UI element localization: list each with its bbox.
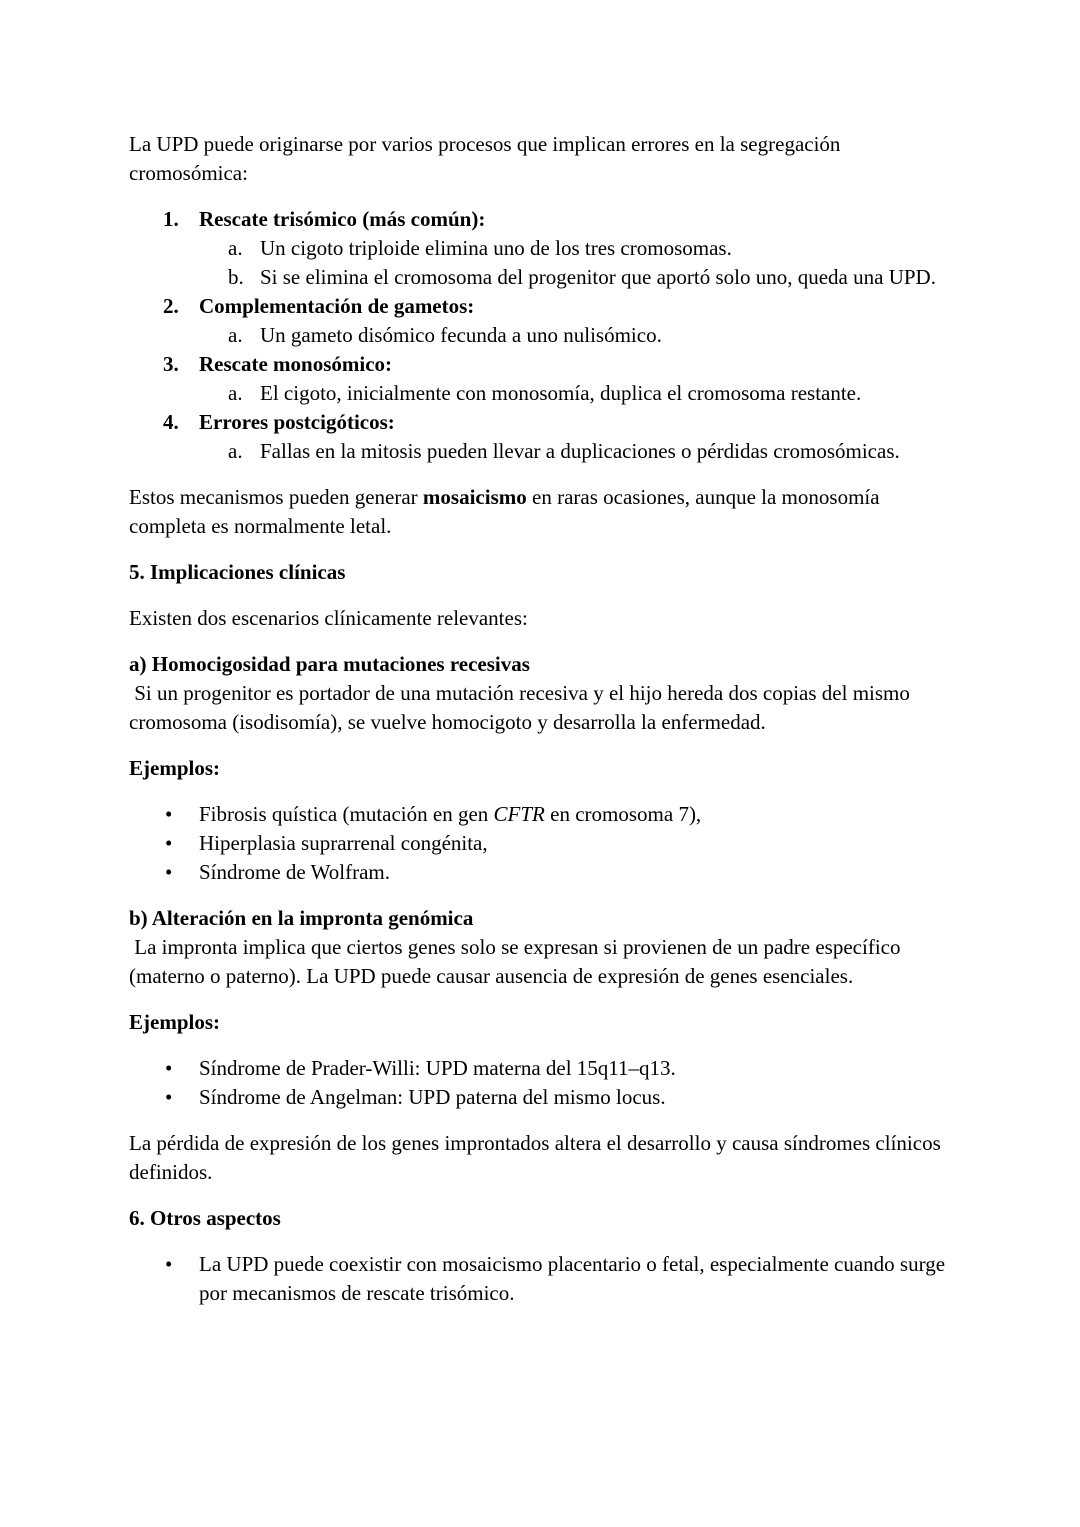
list-item-body bbox=[199, 408, 952, 466]
sub-list-letter: a. bbox=[228, 439, 243, 463]
section-6-list bbox=[165, 1250, 952, 1308]
closing-paragraph: La pérdida de expresión de los genes improntados altera el desarrollo y causa síndromes clínicos definidos. bbox=[129, 1131, 941, 1184]
sub-list-letter: a. bbox=[228, 236, 243, 260]
section-6-heading: 6. Otros aspectos bbox=[129, 1206, 281, 1230]
examples-heading-b: Ejemplos: bbox=[129, 1010, 220, 1034]
text-run: Fibrosis quística (mutación en gen bbox=[199, 802, 494, 826]
mechanisms-list bbox=[163, 205, 952, 466]
list-item-body bbox=[199, 292, 952, 350]
sub-list-text: Un gameto disómico fecunda a uno nulisómico. bbox=[260, 323, 662, 347]
text-run: Hiperplasia suprarrenal congénita, bbox=[199, 831, 488, 855]
list-item-title: Errores postcigóticos: bbox=[199, 410, 395, 434]
bullet-icon: • bbox=[165, 1085, 173, 1109]
subsection-a-body: Si un progenitor es portador de una mutación recesiva y el hijo hereda dos copias del mismo cromosoma (isodisomía), se vuelve homocigoto y desarrolla la enfermedad. bbox=[129, 681, 916, 734]
examples-a-list bbox=[165, 800, 952, 887]
list-item-text: Síndrome de Prader-Willi: UPD materna del 15q11–q13. bbox=[199, 1056, 676, 1080]
bullet-icon: • bbox=[165, 802, 173, 826]
text-run: en cromosoma 7), bbox=[544, 802, 702, 826]
sub-list-item bbox=[228, 234, 952, 263]
intro-paragraph: La UPD puede originarse por varios procesos que implican errores en la segregación cromosómica: bbox=[129, 132, 841, 185]
list-item-text: La UPD puede coexistir con mosaicismo placentario o fetal, especialmente cuando surge por mecanismos de rescate trisómico. bbox=[199, 1252, 946, 1305]
list-item bbox=[163, 205, 952, 292]
text-run: Síndrome de Wolfram. bbox=[199, 860, 390, 884]
paragraph-bold-term: mosaicismo bbox=[422, 485, 527, 509]
list-item-text bbox=[199, 858, 952, 887]
subsection-b-heading: b) Alteración en la impronta genómica bbox=[129, 906, 474, 930]
sub-list-text: Fallas en la mitosis pueden llevar a duplicaciones o pérdidas cromosómicas. bbox=[260, 439, 900, 463]
list-item bbox=[165, 1054, 952, 1083]
sub-list-text: Si se elimina el cromosoma del progenitor que aportó solo uno, queda una UPD. bbox=[260, 265, 936, 289]
list-item-body bbox=[199, 205, 952, 292]
sub-list-item bbox=[228, 263, 952, 292]
examples-heading-a: Ejemplos: bbox=[129, 756, 220, 780]
list-item bbox=[163, 350, 952, 408]
sub-list-item bbox=[228, 321, 952, 350]
list-item bbox=[165, 1250, 952, 1308]
list-item-text bbox=[199, 800, 952, 829]
subsection-a-heading: a) Homocigosidad para mutaciones recesivas bbox=[129, 652, 530, 676]
section-5-lead: Existen dos escenarios clínicamente relevantes: bbox=[129, 606, 528, 630]
bullet-icon: • bbox=[165, 1056, 173, 1080]
list-number: 3. bbox=[163, 352, 179, 376]
list-item bbox=[165, 829, 952, 858]
sub-list-letter: b. bbox=[228, 265, 244, 289]
subsection-a bbox=[129, 650, 952, 737]
list-item bbox=[163, 292, 952, 350]
list-number: 1. bbox=[163, 207, 179, 231]
list-item-title: Complementación de gametos: bbox=[199, 294, 475, 318]
list-item-text bbox=[199, 829, 952, 858]
list-item-text: Síndrome de Angelman: UPD paterna del mismo locus. bbox=[199, 1085, 666, 1109]
sub-list-item bbox=[228, 437, 952, 466]
list-item bbox=[165, 858, 952, 887]
sub-list-letter: a. bbox=[228, 381, 243, 405]
section-5-heading: 5. Implicaciones clínicas bbox=[129, 560, 346, 584]
list-number: 4. bbox=[163, 410, 179, 434]
list-item bbox=[163, 408, 952, 466]
list-item-body bbox=[199, 350, 952, 408]
sub-list-letter: a. bbox=[228, 323, 243, 347]
list-item-title: Rescate monosómico: bbox=[199, 352, 393, 376]
bullet-icon: • bbox=[165, 860, 173, 884]
sub-list-text: El cigoto, inicialmente con monosomía, duplica el cromosoma restante. bbox=[260, 381, 862, 405]
gene-name-italic: CFTR bbox=[493, 802, 545, 826]
sub-list-item bbox=[228, 379, 952, 408]
paragraph-text: en raras ocasiones, aunque la monosomía completa es normalmente letal. bbox=[129, 485, 880, 538]
list-item-title: Rescate trisómico (más común): bbox=[199, 207, 486, 231]
subsection-b-body: La impronta implica que ciertos genes solo se expresan si provienen de un padre específico (materno o paterno). La UPD puede causar ausencia de expresión de genes esenciales. bbox=[129, 935, 906, 988]
sub-list-text: Un cigoto triploide elimina uno de los tres cromosomas. bbox=[260, 236, 732, 260]
list-item bbox=[165, 1083, 952, 1112]
bullet-icon: • bbox=[165, 831, 173, 855]
examples-b-list bbox=[165, 1054, 952, 1112]
paragraph-text: Estos mecanismos pueden generar bbox=[129, 485, 423, 509]
list-number: 2. bbox=[163, 294, 179, 318]
mosaicism-paragraph bbox=[129, 483, 952, 541]
list-item bbox=[165, 800, 952, 829]
bullet-icon: • bbox=[165, 1252, 173, 1276]
subsection-b bbox=[129, 904, 952, 991]
